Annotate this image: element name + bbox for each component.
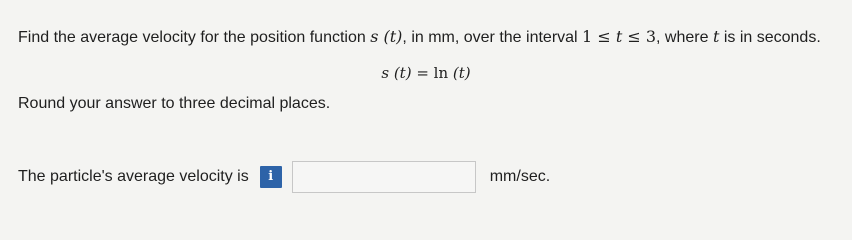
equation-arg: (t) — [448, 64, 471, 82]
info-icon[interactable]: i — [260, 166, 282, 188]
equation-lhs: s (t) — [381, 64, 412, 82]
interval-lower-bound: 1 — [582, 27, 593, 46]
average-velocity-input[interactable] — [292, 161, 476, 193]
question-part3: , where — [656, 29, 713, 46]
less-equal-symbol: ≤ — [592, 27, 616, 46]
question-part1: Find the average velocity for the position function — [18, 29, 371, 46]
answer-prefix: The particle's average velocity is — [18, 168, 249, 185]
question-text — [18, 27, 821, 48]
answer-row — [18, 161, 550, 193]
position-function-symbol: s (t) — [370, 27, 403, 46]
interval-variable: t — [615, 27, 623, 46]
position-equation — [0, 63, 852, 83]
equation-ln: ln — [433, 64, 449, 82]
less-equal-symbol-2: ≤ — [622, 27, 646, 46]
rounding-instruction: Round your answer to three decimal places. — [18, 95, 331, 112]
equation-equals: = — [411, 64, 434, 82]
question-part2: , in mm, over the interval — [402, 29, 583, 46]
time-variable: t — [712, 27, 720, 46]
question-part4: is in seconds. — [719, 29, 821, 46]
unit-label: mm/sec. — [489, 168, 551, 185]
interval-upper-bound: 3 — [645, 27, 657, 46]
